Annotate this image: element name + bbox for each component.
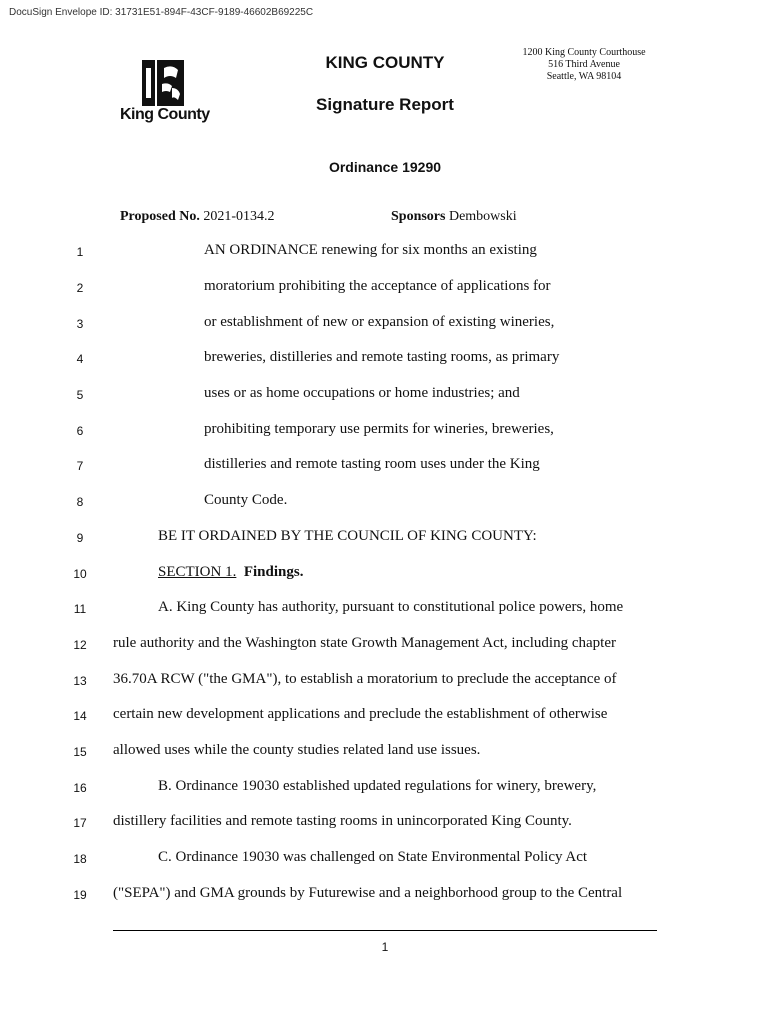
- line-text: A. King County has authority, pursuant to constitutional police powers, home: [158, 599, 624, 615]
- footer-divider: [113, 930, 657, 931]
- line-number: 7: [76, 459, 84, 473]
- line-text: ("SEPA") and GMA grounds by Futurewise and a neighborhood group to the Central: [113, 885, 623, 901]
- line-text: B. Ordinance 19030 established updated regulations for winery, brewery,: [158, 778, 597, 794]
- docusign-envelope-id: DocuSign Envelope ID: 31731E51-894F-43CF-9189-46602B69225C: [9, 7, 314, 18]
- line-text: County Code.: [204, 492, 288, 508]
- address-block: [506, 47, 662, 83]
- king-county-logo: [118, 58, 218, 130]
- line-number: 14: [73, 709, 87, 723]
- proposed-number: [120, 209, 275, 225]
- line-number: 16: [73, 781, 87, 795]
- line-text: or establishment of new or expansion of existing wineries,: [204, 314, 555, 330]
- logo-wordmark: King County: [120, 106, 210, 123]
- address-line: 1200 King County Courthouse: [522, 47, 646, 58]
- line-number: 10: [73, 567, 87, 581]
- address-line: 516 Third Avenue: [548, 59, 620, 70]
- line-text: 36.70A RCW ("the GMA"), to establish a moratorium to preclude the acceptance of: [113, 671, 617, 687]
- line-number: 1: [76, 245, 84, 259]
- org-title: KING COUNTY: [325, 53, 445, 72]
- line-number: 4: [76, 352, 84, 366]
- section-title: Findings.: [243, 564, 304, 580]
- line-text: AN ORDINANCE renewing for six months an existing: [204, 242, 537, 258]
- line-number: 3: [76, 317, 84, 331]
- sponsors: [391, 209, 517, 225]
- line-number: 8: [76, 495, 84, 509]
- line-number: 17: [73, 816, 87, 830]
- section-heading: [158, 564, 303, 581]
- line-number: 18: [73, 852, 87, 866]
- sponsors-label: Sponsors: [391, 209, 446, 224]
- line-number: 12: [73, 638, 87, 652]
- line-text: distilleries and remote tasting room uses under the King: [204, 456, 540, 472]
- report-title: Signature Report: [316, 95, 454, 114]
- line-text: prohibiting temporary use permits for wineries, breweries,: [204, 421, 554, 437]
- line-text: C. Ordinance 19030 was challenged on State Environmental Policy Act: [158, 849, 588, 865]
- line-text: uses or as home occupations or home industries; and: [204, 385, 520, 401]
- line-text: breweries, distilleries and remote tasting rooms, as primary: [204, 349, 560, 365]
- line-number: 15: [73, 745, 87, 759]
- section-number: SECTION 1.: [158, 564, 237, 580]
- line-text: certain new development applications and preclude the establishment of otherwise: [113, 706, 608, 722]
- line-text: moratorium prohibiting the acceptance of applications for: [204, 278, 551, 294]
- line-number: 2: [76, 281, 84, 295]
- line-number: 19: [73, 888, 87, 902]
- page-number: 1: [381, 940, 389, 954]
- line-number: 9: [76, 531, 84, 545]
- line-number: 6: [76, 424, 84, 438]
- sponsors-value: Dembowski: [448, 209, 517, 224]
- proposed-label: Proposed No.: [120, 209, 200, 224]
- address-line: Seattle, WA 98104: [546, 71, 622, 82]
- mlk-portrait-icon: [142, 58, 188, 108]
- line-text: BE IT ORDAINED BY THE COUNCIL OF KING COUNTY:: [158, 528, 537, 544]
- line-number: 11: [73, 602, 87, 616]
- ordinance-number: Ordinance 19290: [328, 159, 442, 175]
- line-number: 5: [76, 388, 84, 402]
- line-text: distillery facilities and remote tasting rooms in unincorporated King County.: [113, 813, 572, 829]
- line-text: allowed uses while the county studies related land use issues.: [113, 742, 481, 758]
- proposed-value: 2021-0134.2: [203, 209, 275, 224]
- line-number: 13: [73, 674, 87, 688]
- line-text: rule authority and the Washington state Growth Management Act, including chapter: [113, 635, 616, 651]
